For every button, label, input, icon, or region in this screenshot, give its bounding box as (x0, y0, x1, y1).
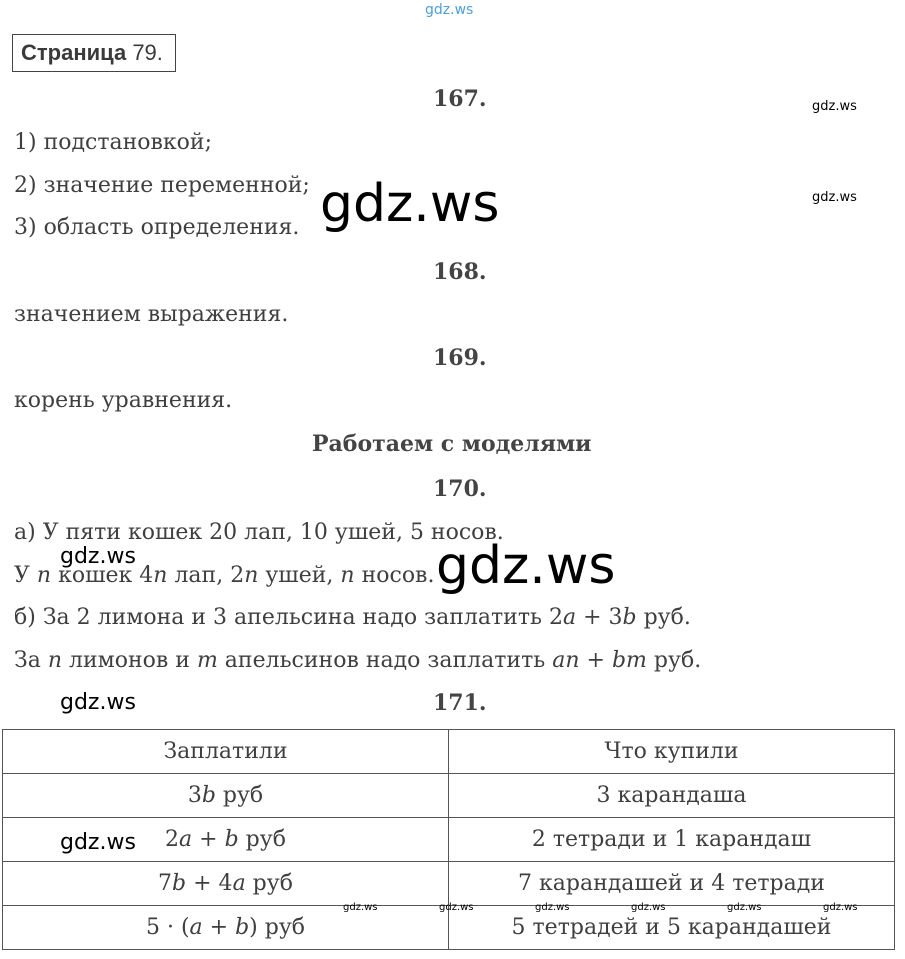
paid-cell (3, 862, 449, 906)
math-variable: a (189, 915, 203, 940)
math-variable: n (36, 563, 52, 588)
math-variable: b (224, 827, 239, 852)
bought-cell: 7 карандашей и 4 тетради (449, 862, 895, 906)
text-part: 7 (158, 871, 173, 896)
text-part: ) руб (249, 915, 306, 940)
text-part: б) За 2 лимона и 3 апельсина надо заплатить 2 (14, 605, 563, 630)
text-part: кошек 4 (51, 563, 154, 588)
watermark: gdz.ws (535, 902, 570, 913)
math-variable: n (47, 648, 62, 673)
answer-line: значением выражения. (14, 302, 289, 327)
text-part: руб (215, 783, 264, 808)
answer-line: 2) значение переменной; (14, 173, 310, 198)
watermark: gdz.ws (727, 902, 762, 913)
math-variable: bm (611, 648, 647, 673)
math-variable: a (562, 605, 577, 630)
exercise-number-167: 167. (433, 86, 487, 112)
math-variable: m (196, 648, 218, 673)
watermark-top[interactable]: gdz.ws (425, 2, 474, 18)
watermark: gdz.ws (439, 902, 474, 913)
math-variable: b (172, 871, 187, 896)
table-row (3, 774, 895, 818)
watermark: gdz.ws (343, 902, 378, 913)
text-part: лап, 2 (167, 563, 245, 588)
math-variable: b (201, 783, 216, 808)
text-part: апельсинов надо заплатить (217, 648, 553, 673)
page-label (12, 34, 176, 72)
watermark: gdz.ws (436, 536, 616, 596)
exercise-number-168: 168. (433, 259, 487, 285)
text-part: 5 · ( (145, 915, 190, 940)
answer-line: 3) область определения. (14, 215, 300, 240)
math-variable: n (244, 563, 259, 588)
answer-line (14, 648, 701, 673)
text-part: + 4 (186, 871, 233, 896)
text-part: + 3 (576, 605, 623, 630)
watermark: gdz.ws (812, 190, 857, 205)
answer-line: а) У пяти кошек 20 лап, 10 ушей, 5 носов. (14, 520, 504, 545)
watermark: gdz.ws (631, 902, 666, 913)
text-part: За (14, 648, 48, 673)
page-label-number: 79. (132, 40, 163, 65)
paid-cell (3, 774, 449, 818)
answer-line: корень уравнения. (14, 388, 233, 413)
text-part: лимонов и (62, 648, 197, 673)
math-variable: an (552, 648, 580, 673)
bought-cell: 3 карандаша (449, 774, 895, 818)
exercise-number-170: 170. (433, 476, 487, 502)
text-part: руб (245, 871, 293, 896)
answer-line (14, 605, 691, 630)
column-header-paid: Заплатили (3, 730, 449, 774)
exercise-number-169: 169. (433, 345, 487, 371)
table-row (3, 818, 895, 862)
watermark: gdz.ws (823, 902, 858, 913)
page-label-word: Страница (21, 40, 127, 65)
watermark: gdz.ws (320, 174, 500, 234)
table-row (3, 862, 895, 906)
watermark: gdz.ws (60, 544, 136, 569)
answer-line (14, 563, 434, 588)
text-part: + (202, 915, 236, 940)
text-part: + (579, 648, 612, 673)
watermark: gdz.ws (60, 830, 136, 855)
math-variable: b (235, 915, 250, 940)
watermark: gdz.ws (60, 690, 136, 715)
text-part: руб. (636, 605, 691, 630)
text-part: носов. (354, 563, 435, 588)
purchase-table (2, 729, 895, 950)
bought-cell: 5 тетрадей и 5 карандашей (449, 906, 895, 950)
paid-cell (3, 906, 449, 950)
table-header-row (3, 730, 895, 774)
section-heading: Работаем с моделями (312, 431, 592, 457)
math-variable: a (232, 871, 246, 896)
column-header-bought: Что купили (449, 730, 895, 774)
text-part: руб. (646, 648, 702, 673)
text-part: руб (238, 827, 286, 852)
text-part: 3 (187, 783, 202, 808)
bought-cell: 2 тетради и 1 карандаш (449, 818, 895, 862)
text-part: 2 (165, 827, 180, 852)
exercise-number-171: 171. (433, 690, 487, 716)
text-part: + (192, 827, 225, 852)
text-part: У (14, 563, 37, 588)
math-variable: a (179, 827, 193, 852)
answer-line: 1) подстановкой; (14, 130, 212, 155)
math-variable: n (340, 563, 355, 588)
watermark: gdz.ws (812, 99, 857, 114)
text-part: ушей, (258, 563, 341, 588)
math-variable: n (153, 563, 168, 588)
math-variable: b (622, 605, 637, 630)
